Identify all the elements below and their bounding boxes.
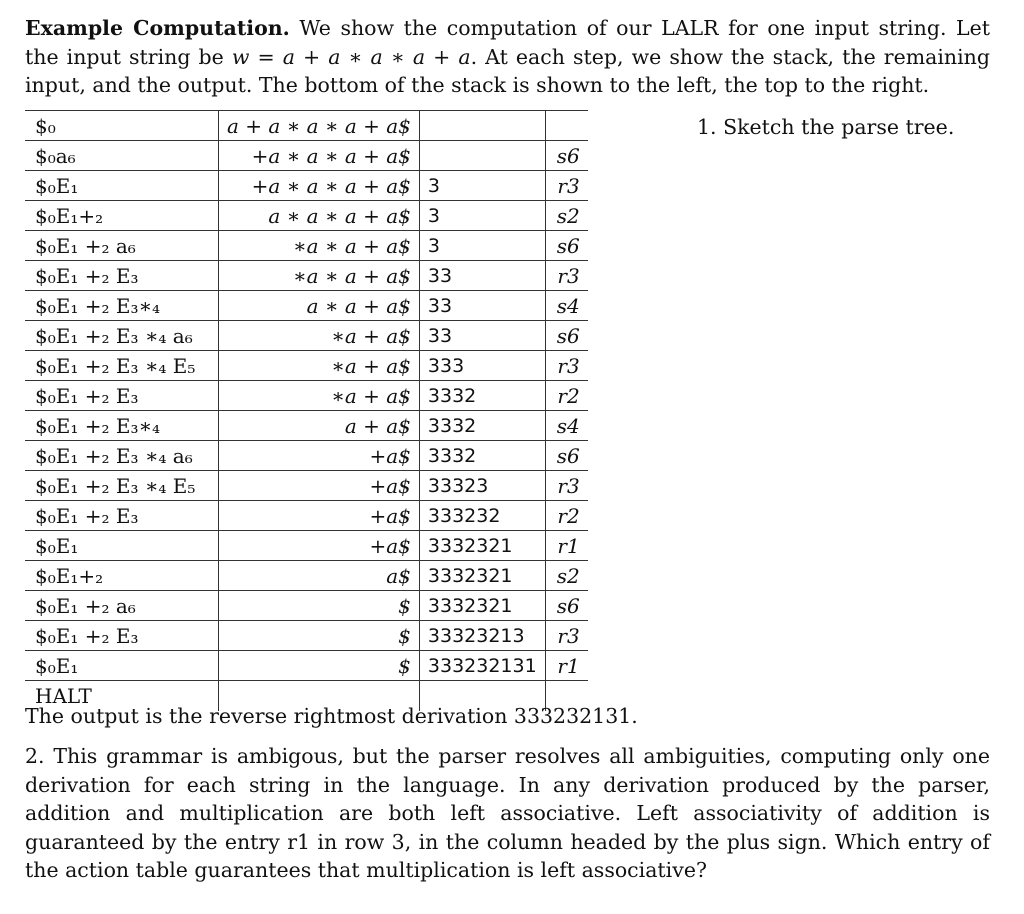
question-1: 1. Sketch the parse tree.: [697, 115, 955, 139]
trace-stack-cell: $₀E₁ +₂ E₃ ∗₄ a₆: [25, 321, 219, 351]
trace-row: [25, 231, 588, 261]
trace-stack-cell: $₀E₁ +₂ E₃∗₄: [25, 411, 219, 441]
trace-action-cell: s2: [545, 561, 588, 591]
trace-action-cell: r3: [545, 351, 588, 381]
trace-action-cell: s2: [545, 201, 588, 231]
trace-stack-cell: $₀E₁ +₂ E₃∗₄: [25, 291, 219, 321]
trace-action-cell: s6: [545, 321, 588, 351]
trace-row: [25, 411, 588, 441]
trace-action-cell: s4: [545, 291, 588, 321]
trace-action-cell: s6: [545, 441, 588, 471]
trace-output-cell: 33: [419, 261, 545, 291]
trace-row: [25, 261, 588, 291]
trace-stack-cell: $₀E₁: [25, 171, 219, 201]
trace-output-cell: 3332: [419, 411, 545, 441]
trace-output-cell: 3332321: [419, 561, 545, 591]
trace-input-cell: ∗a ∗ a + a$: [219, 231, 420, 261]
trace-stack-cell: $₀E₁ +₂ E₃ ∗₄ a₆: [25, 441, 219, 471]
trace-input-cell: +a$: [219, 501, 420, 531]
trace-output-cell: 33323: [419, 471, 545, 501]
trace-output-cell: 333232: [419, 501, 545, 531]
trace-action-cell: r1: [545, 651, 588, 681]
trace-row: [25, 321, 588, 351]
parse-trace-table: [25, 110, 588, 711]
trace-action-cell: r2: [545, 501, 588, 531]
trace-action-cell: r1: [545, 531, 588, 561]
trace-stack-cell: $₀E₁ +₂ E₃: [25, 621, 219, 651]
trace-stack-cell: $₀E₁ +₂ E₃: [25, 501, 219, 531]
trace-stack-cell: HALT: [25, 681, 219, 712]
trace-input-cell: a ∗ a + a$: [219, 291, 420, 321]
trace-row: [25, 471, 588, 501]
trace-row: [25, 651, 588, 681]
trace-output-cell: 3332321: [419, 531, 545, 561]
intro-sentence-1: We show the computation of our LALR for one input string. Let the input string be: [25, 16, 990, 69]
trace-row: [25, 441, 588, 471]
intro-heading: Example Computation.: [25, 16, 290, 40]
trace-output-cell: 3332321: [419, 591, 545, 621]
trace-input-cell: $: [219, 621, 420, 651]
trace-input-cell: a + a$: [219, 411, 420, 441]
trace-action-cell: r3: [545, 471, 588, 501]
trace-row: [25, 621, 588, 651]
trace-action-cell: r3: [545, 261, 588, 291]
trace-stack-cell: $₀E₁ +₂ a₆: [25, 231, 219, 261]
parse-trace-body: [25, 111, 588, 712]
trace-input-cell: +a$: [219, 471, 420, 501]
trace-row: [25, 591, 588, 621]
trace-input-cell: a$: [219, 561, 420, 591]
trace-row: [25, 381, 588, 411]
trace-row: [25, 351, 588, 381]
trace-input-cell: +a$: [219, 441, 420, 471]
trace-row: [25, 501, 588, 531]
input-string-math: w = a + a ∗ a ∗ a + a: [231, 44, 471, 69]
trace-row: [25, 171, 588, 201]
trace-input-cell: a ∗ a ∗ a + a$: [219, 201, 420, 231]
trace-stack-cell: $₀E₁ +₂ E₃: [25, 261, 219, 291]
trace-output-cell: 3332: [419, 441, 545, 471]
trace-row: [25, 141, 588, 171]
trace-row: [25, 111, 588, 141]
trace-input-cell: ∗a + a$: [219, 381, 420, 411]
trace-action-cell: r3: [545, 171, 588, 201]
trace-action-cell: s6: [545, 231, 588, 261]
trace-stack-cell: $₀E₁+₂: [25, 561, 219, 591]
intro-paragraph: [25, 14, 990, 100]
trace-action-cell: r2: [545, 381, 588, 411]
trace-output-cell: 3: [419, 171, 545, 201]
trace-row: [25, 531, 588, 561]
trace-input-cell: a + a ∗ a ∗ a + a$: [219, 111, 420, 141]
trace-input-cell: +a ∗ a ∗ a + a$: [219, 171, 420, 201]
trace-action-cell: r3: [545, 621, 588, 651]
trace-output-cell: 33323213: [419, 621, 545, 651]
trace-input-cell: ∗a ∗ a + a$: [219, 261, 420, 291]
trace-output-cell: 3: [419, 201, 545, 231]
trace-row: [25, 561, 588, 591]
trace-stack-cell: $₀E₁ +₂ E₃: [25, 381, 219, 411]
intro-sentence-2: . At each step, we show the stack, the remaining input, and the output. The bottom of the stack is shown to the left, the top to the right.: [25, 44, 991, 97]
output-summary: The output is the reverse rightmost derivation 333232131.: [25, 704, 638, 728]
trace-output-cell: 33: [419, 321, 545, 351]
trace-input-cell: $: [219, 591, 420, 621]
trace-input-cell: ∗a + a$: [219, 351, 420, 381]
trace-action-cell: s4: [545, 411, 588, 441]
trace-output-cell: 33: [419, 291, 545, 321]
trace-input-cell: +a$: [219, 531, 420, 561]
trace-input-cell: ∗a + a$: [219, 321, 420, 351]
trace-stack-cell: $₀E₁ +₂ E₃ ∗₄ E₅: [25, 471, 219, 501]
trace-input-cell: +a ∗ a ∗ a + a$: [219, 141, 420, 171]
trace-stack-cell: $₀E₁+₂: [25, 201, 219, 231]
trace-row: [25, 291, 588, 321]
question-2: 2. This grammar is ambigous, but the parser resolves all ambiguities, computing only one derivation for each string in the language. In any derivation produced by the parser, addition and multiplication are both left associative. Left associativity of addition is guaranteed by the entry r1 in row 3, in the column headed by the plus sign. Which entry of the action table guarantees that multiplication is left associative?: [25, 744, 990, 882]
trace-output-cell: 333: [419, 351, 545, 381]
trace-row: [25, 201, 588, 231]
trace-stack-cell: $₀a₆: [25, 141, 219, 171]
trace-stack-cell: $₀E₁ +₂ E₃ ∗₄ E₅: [25, 351, 219, 381]
trace-action-cell: [545, 111, 588, 141]
trace-output-cell: [419, 141, 545, 171]
trace-stack-cell: $₀E₁ +₂ a₆: [25, 591, 219, 621]
trace-input-cell: $: [219, 651, 420, 681]
trace-stack-cell: $₀E₁: [25, 651, 219, 681]
trace-action-cell: s6: [545, 591, 588, 621]
trace-output-cell: 3332: [419, 381, 545, 411]
trace-action-cell: s6: [545, 141, 588, 171]
trace-output-cell: 333232131: [419, 651, 545, 681]
trace-output-cell: 3: [419, 231, 545, 261]
trace-stack-cell: $₀: [25, 111, 219, 141]
trace-output-cell: [419, 111, 545, 141]
trace-stack-cell: $₀E₁: [25, 531, 219, 561]
